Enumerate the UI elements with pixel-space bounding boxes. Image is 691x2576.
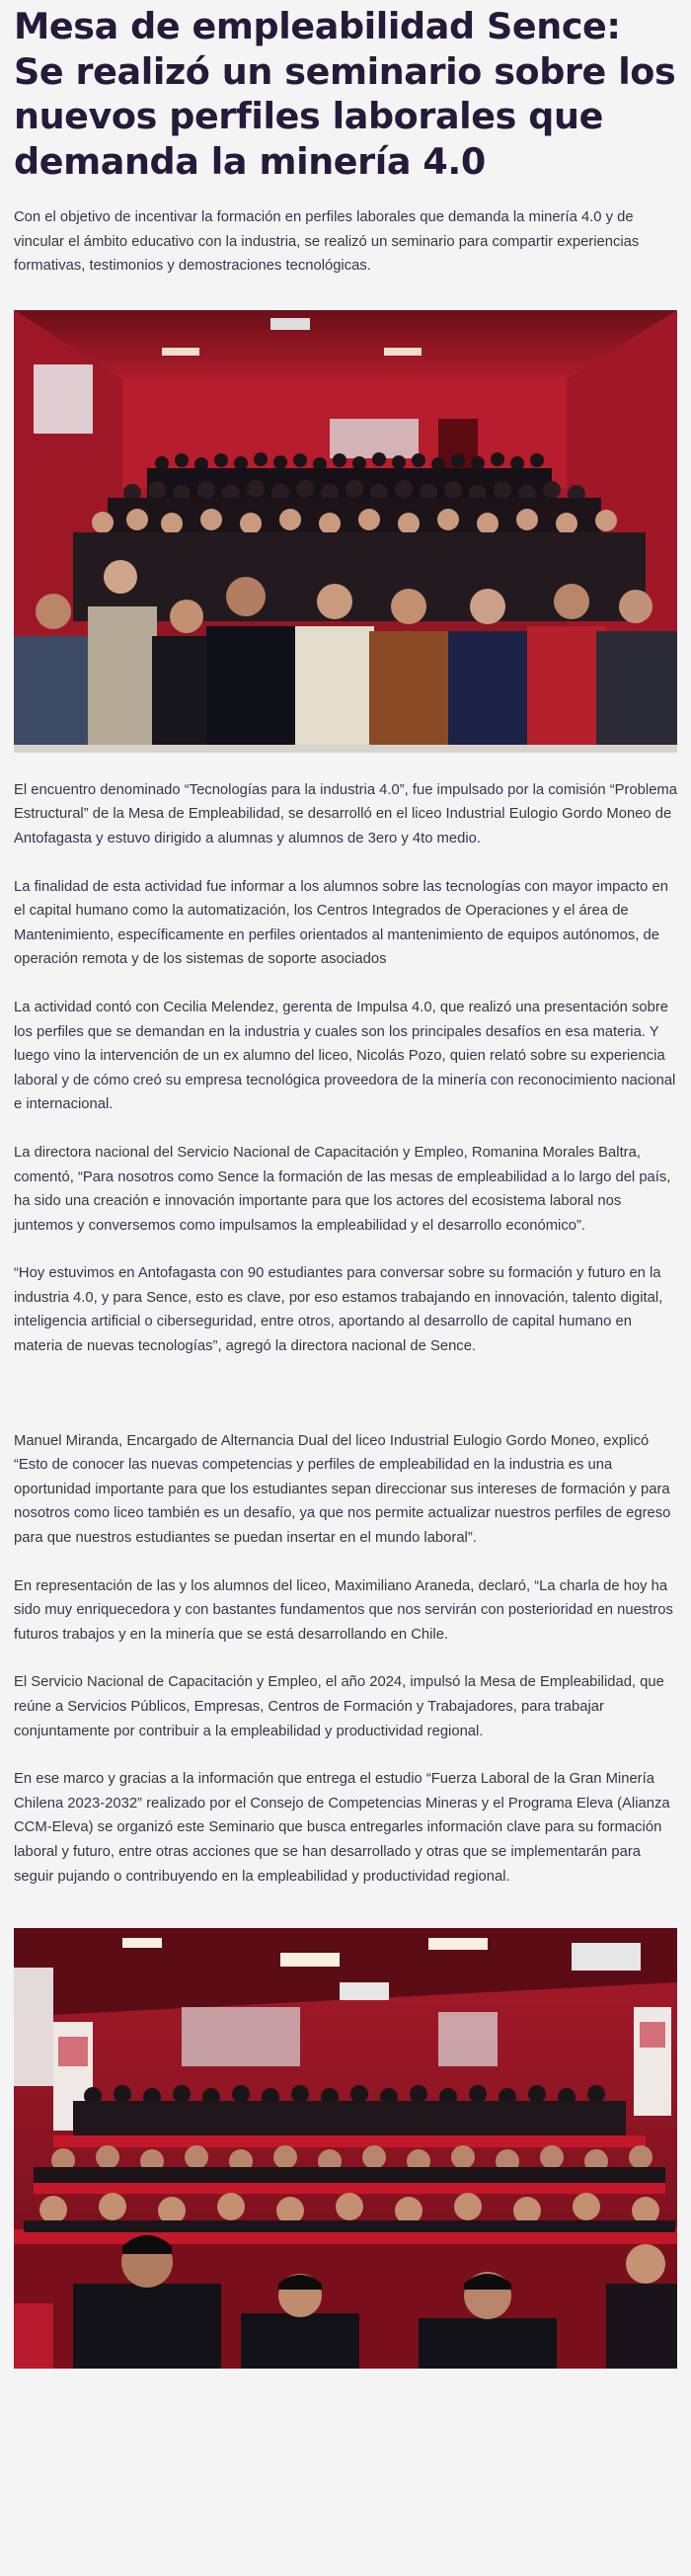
spacer <box>14 1383 677 1429</box>
article-paragraph: “Hoy estuvimos en Antofagasta con 90 estudiantes para conversar sobre su formación y futuro en la industria 4.0, y para Sence, esto es clave, por eso estamos trabajando en innovación, talento digital, inteligencia artificial o ciberseguridad, entre otros, aportando al desarrollo de capital humano en materia de nuevas tecnologías”, agregó la directora nacional de Sence. <box>14 1265 663 1355</box>
article-title: Mesa de empleabilidad Sence: Se realizó un seminario sobre los nuevos perfiles laborales que demanda la minería 4.0 <box>14 5 676 183</box>
article-paragraph: El encuentro denominado “Tecnologías para la industria 4.0”, fue impulsado por la comisión “Problema Estructural” de la Mesa de Empleabilidad, se desarrolló en el liceo Industrial Eulogio Gordo Moneo de Antofagasta y estuvo dirigido a alumnas y alumnos de 3ero y 4to medio. <box>14 781 677 846</box>
article-paragraph: En representación de las y los alumnos del liceo, Maximiliano Araneda, declaró, “La charla de hoy ha sido muy enriquecedora y con bastantes fundamentos que nos servirán con posterioridad en nuestros futuros trabajos y en la minería que se está desarrollando en Chile. <box>14 1577 673 1643</box>
article-paragraph: La finalidad de esta actividad fue informar a los alumnos sobre las tecnologías con mayor impacto en el capital humano como la automatización, los Centros Integrados de Operaciones y el área de Mantenimiento, específicamente en perfiles orientados al mantenimiento de equipos autónomos, de operación remota y de los sistemas de soporte asociados <box>14 878 668 968</box>
article <box>14 0 677 2369</box>
students-photo <box>14 1928 677 2369</box>
group-photo <box>14 310 677 753</box>
article-paragraph: Manuel Miranda, Encargado de Alternancia Dual del liceo Industrial Eulogio Gordo Moneo, explicó “Esto de conocer las nuevas competencias y perfiles de empleabilidad en la industria es una oportunidad importante para que los estudiantes sepan direccionar sus intereses de formación y para nosotros como liceo también es un desafío, ya que nos permite actualizar nuestros perfiles de egreso para que nuestros estudiantes se puedan insertar en el mundo laboral”. <box>14 1432 671 1547</box>
article-lead: Con el objetivo de incentivar la formación en perfiles laborales que demanda la minería 4.0 y de vincular el ámbito educativo con la industria, se realizó un seminario para compartir experiencias formativas, testimonios y demostraciones tecnológicas. <box>14 209 640 275</box>
article-paragraph: La actividad contó con Cecilia Melendez, gerenta de Impulsa 4.0, que realizó una presentación sobre los perfiles que se demandan en la industria y cuales son los principales desafíos en esa materia. Y luego vino la intervención de un ex alumno del liceo, Nicolás Pozo, quien relató sobre su experiencia laboral y de cómo creó su empresa tecnológica proveedora de la minería con reconocimiento nacional e internacional. <box>14 999 676 1113</box>
article-paragraph: La directora nacional del Servicio Nacional de Capacitación y Empleo, Romanina Morales Baltra, comentó, “Para nosotros como Sence la formación de las mesas de empleabilidad a lo largo del país, ha sido una creación e innovación importante para que los actores del ecosistema laboral nos juntemos y conversemos como impulsamos la empleabilidad y el desarrollo económico”. <box>14 1144 671 1234</box>
article-paragraph: El Servicio Nacional de Capacitación y Empleo, el año 2024, impulsó la Mesa de Empleabilidad, que reúne a Servicios Públicos, Empresas, Centros de Formación y Trabajadores, para trabajar conjuntamente por contribuir a la empleabilidad y productividad regional. <box>14 1674 664 1739</box>
article-paragraph: En ese marco y gracias a la información que entrega el estudio “Fuerza Laboral de la Gran Minería Chilena 2023-2032” realizado por el Consejo de Competencias Mineras y el Programa Eleva (Alianza CCM-Eleva) se organizó este Seminario que busca entregarles información clave para su formación laboral y futuro, entre otras acciones que se han desarrollado y otras que se implementarán para seguir pujando o contribuyendo en la empleabilidad y productividad regional. <box>14 1771 670 1885</box>
